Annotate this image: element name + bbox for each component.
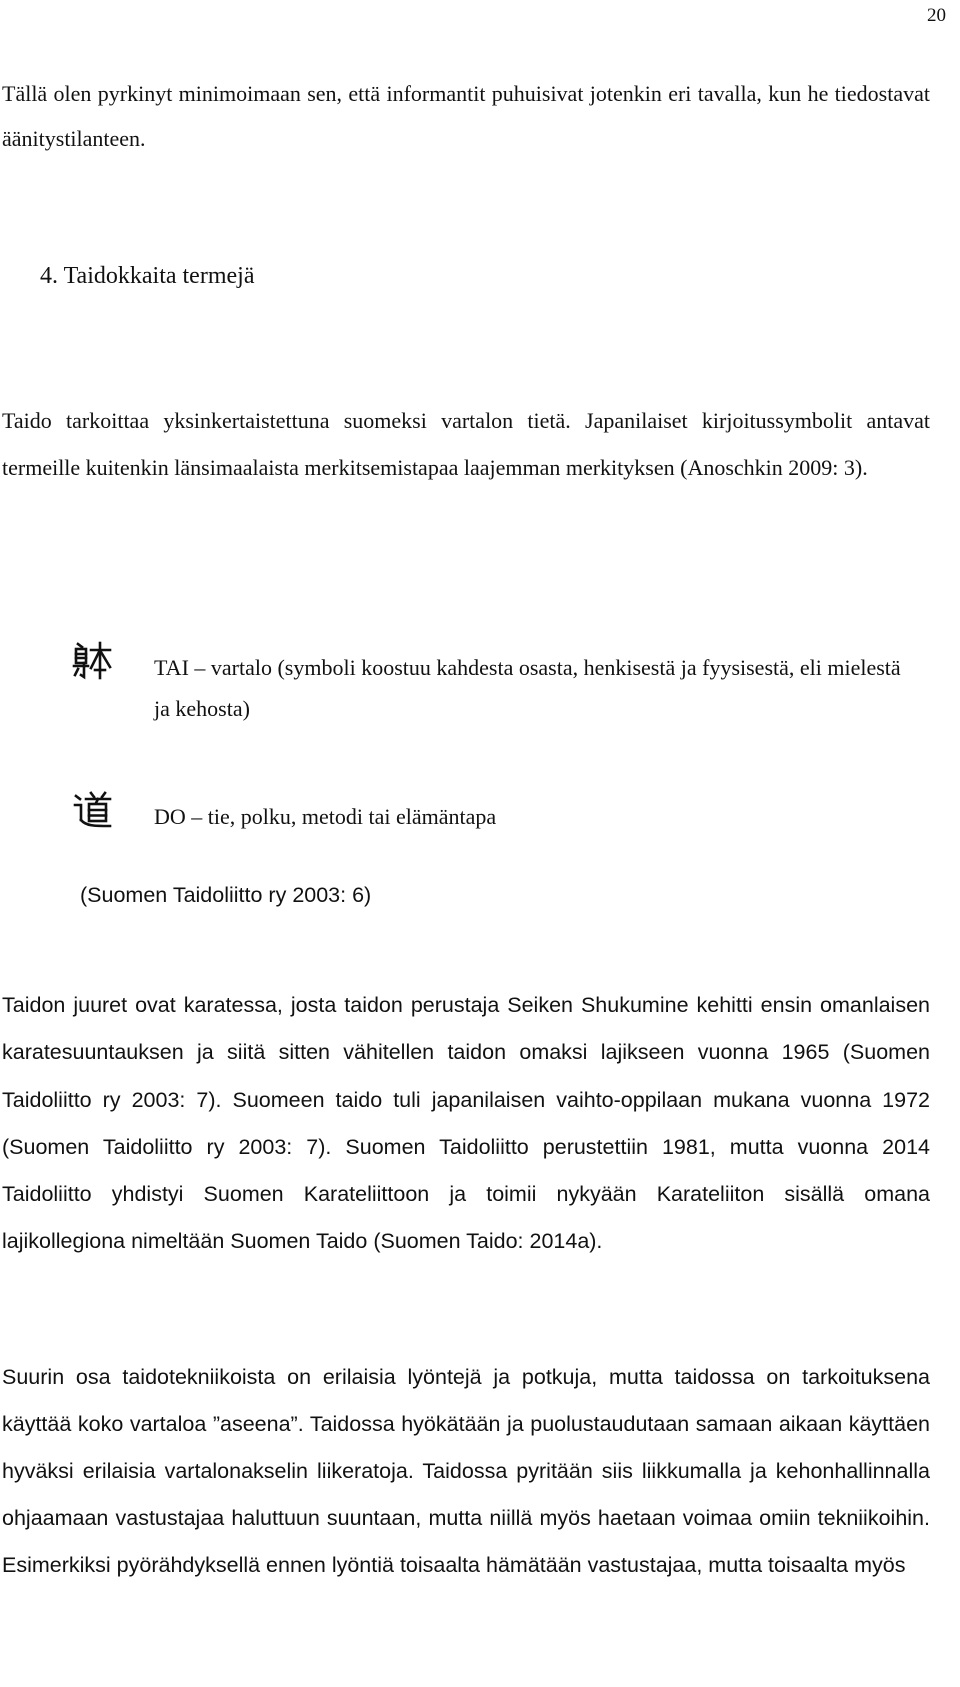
page-number: 20 [927, 5, 946, 26]
do-kanji-icon [72, 790, 124, 830]
paragraph-techniques: Suurin osa taidotekniikoista on erilaisia lyöntejä ja potkuja, mutta taidossa on tarkoituksena käyttää koko vartaloa ”aseena”. Taidossa hyökätään ja puolustaudutaan samaan aikaan käyttäen hyväksi erilaisia vartalonakselin liikeratoja. Taidossa pyritään siis liikkumalla ja kehonhallinnalla ohjaamaan vastustajaa haluttuun suuntaan, mutta niillä myös haetaan voimaa omiin tekniikoihin. Esimerkiksi pyörähdyksellä ennen lyöntiä toisaalta hämätään vastustajaa, mutta toisaalta myös [2, 1365, 930, 1577]
term-tai-text: TAI – vartalo (symboli koostuu kahdesta osasta, henkisestä ja fyysisestä, eli mielestä ja kehosta) [154, 655, 901, 721]
paragraph-history: Taidon juuret ovat karatessa, josta taidon perustaja Seiken Shukumine kehitti ensin omanlaisen karatesuuntauksen ja siitä sitten vähitellen taidon omaksi lajikseen vuonna 1965 (Suomen Taidoliitto ry 2003: 7). Suomeen taido tuli japanilaisen vaihto-oppilaan mukana vuonna 1972 (Suomen Taidoliitto ry 2003: 7). Suomen Taidoliitto perustettiin 1981, mutta vuonna 2014 Taidoliitto yhdistyi Suomen Karateliittoon ja toimii nykyään Karateliiton sisällä omana lajikollegiona nimeltään Suomen Taido (Suomen Taido: 2014a). [2, 993, 930, 1254]
paragraph-intro: Tällä olen pyrkinyt minimoimaan sen, että informantit puhuisivat jotenkin eri tavalla, kun he tiedostavat äänitystilanteen. [2, 81, 930, 151]
terms-source-citation: (Suomen Taidoliitto ry 2003: 6) [80, 883, 372, 907]
paragraph-taido-definition: Taido tarkoittaa yksinkertaistettuna suomeksi vartalon tietä. Japanilaiset kirjoitussymbolit antavat termeille kuitenkin länsimaalaista merkitsemistapaa laajemman merkityksen (Anoschkin 2009: 3). [2, 408, 930, 480]
term-do-text: DO – tie, polku, metodi tai elämäntapa [154, 804, 497, 829]
section-heading: 4. Taidokkaita termejä [40, 263, 255, 289]
tai-kanji-icon [72, 640, 124, 680]
